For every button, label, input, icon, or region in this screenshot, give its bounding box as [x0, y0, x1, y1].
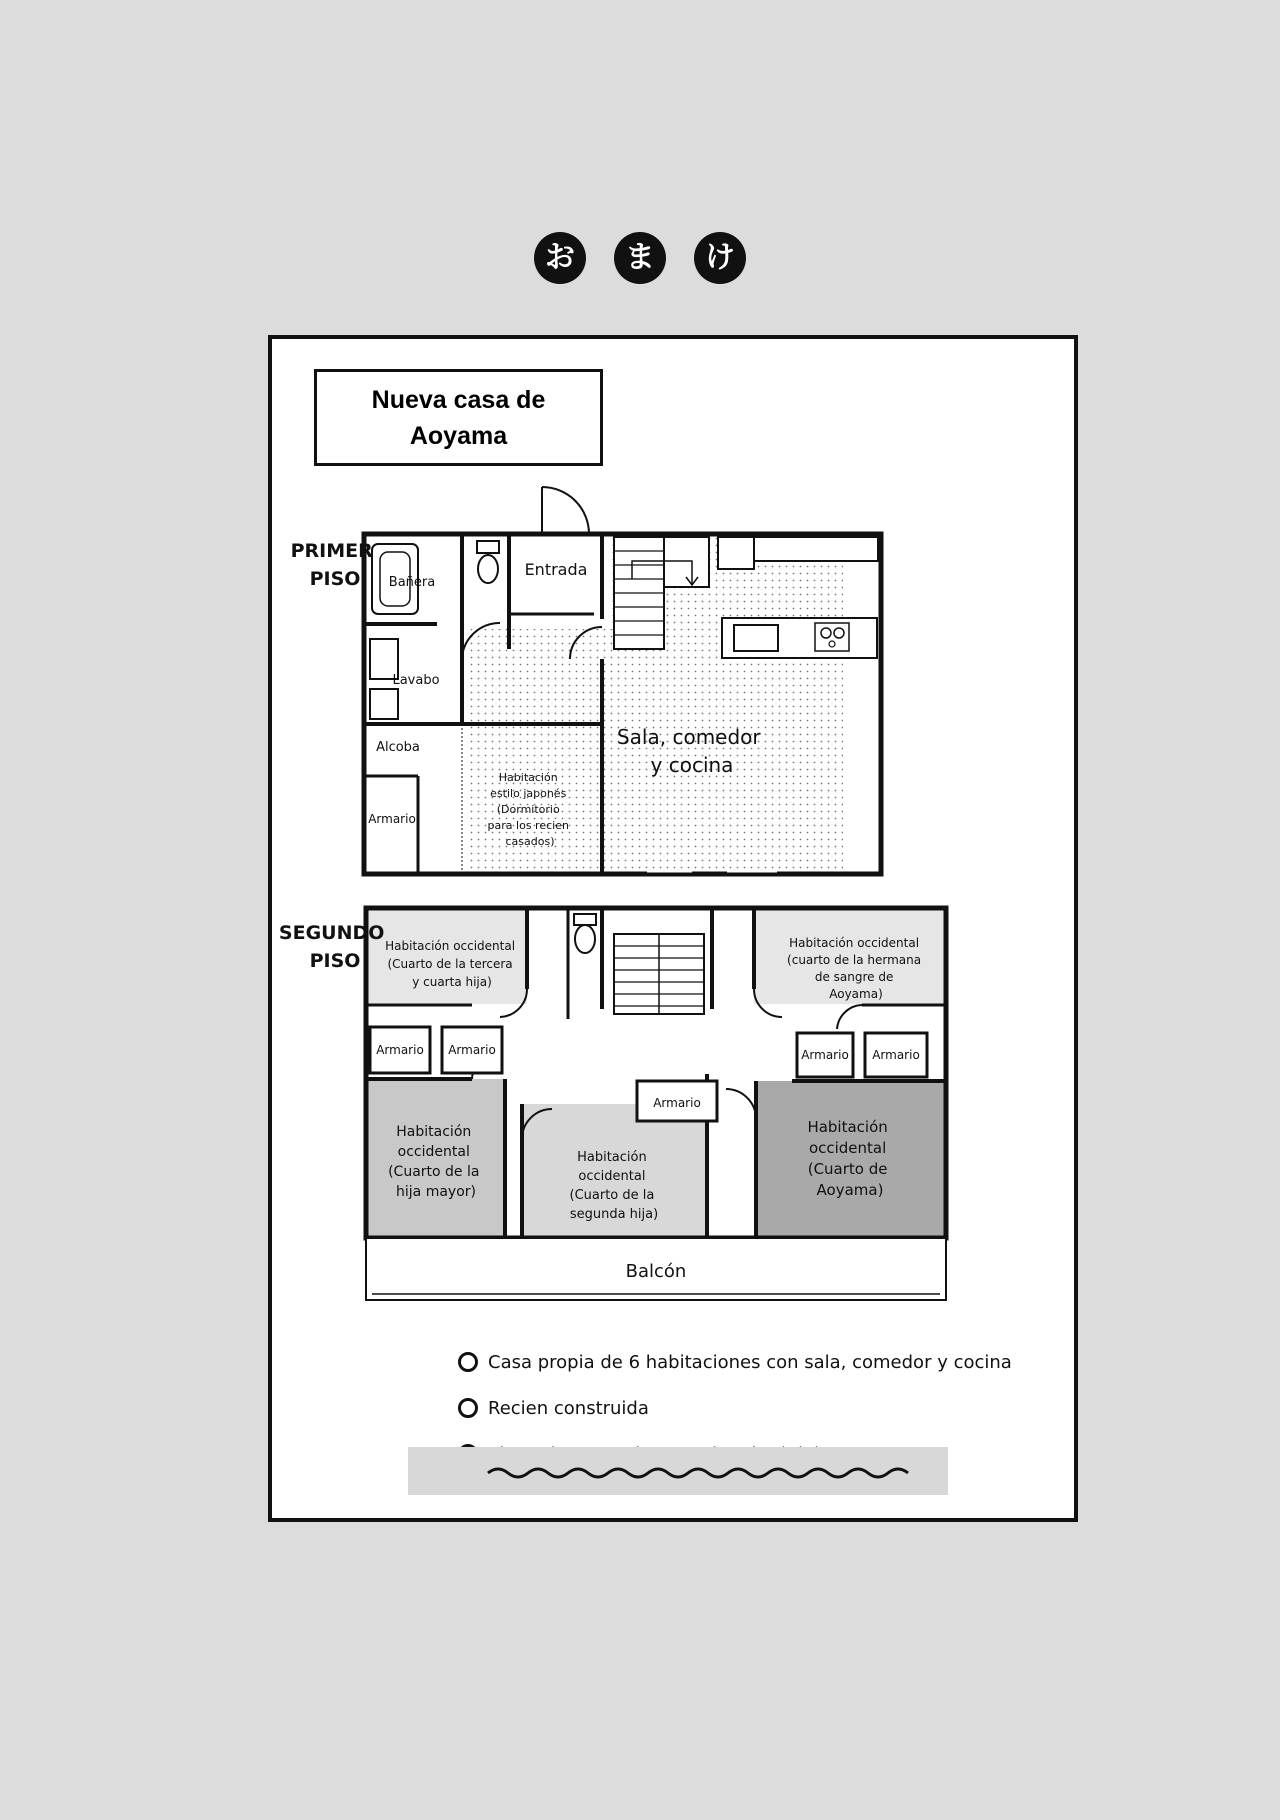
wavy-line-icon: [408, 1447, 948, 1495]
segunda-line2: occidental: [578, 1169, 646, 1184]
japones-line1: Habitación: [498, 771, 558, 784]
tercera-line2: (Cuarto de la tercera: [387, 957, 513, 971]
sala-line2: y cocina: [650, 753, 734, 777]
room-label-armario: Armario: [368, 812, 416, 826]
page-title: Nueva casa de Aoyama: [371, 385, 546, 450]
room-label-armario-2: Armario: [448, 1043, 496, 1057]
circle-bullet-icon: [458, 1398, 478, 1418]
toilet-bowl: [575, 925, 595, 953]
second-floor-stairs: [614, 934, 704, 1014]
room-label-armario-1: Armario: [376, 1043, 424, 1057]
mayor-line1: Habitación: [396, 1124, 472, 1140]
second-floor-label-line2: PISO: [309, 950, 361, 972]
toilet-bowl: [478, 555, 498, 583]
omake-header: [0, 232, 1280, 288]
omake-badge-ma: ま: [614, 232, 666, 284]
hermana-line1: Habitación occidental: [789, 936, 920, 950]
room-label-balcon: Balcón: [625, 1261, 687, 1282]
japones-line5: casados): [505, 835, 555, 848]
aoyama-line1: Habitación: [807, 1118, 888, 1136]
kitchen-sink: [734, 625, 778, 651]
toilet-tank: [477, 541, 499, 553]
room-label-alcoba: Alcoba: [376, 740, 420, 755]
second-floor: [279, 908, 946, 1300]
feature-text: Recien construida: [488, 1397, 649, 1419]
first-floor: [291, 487, 881, 874]
room-label-armario-5: Armario: [872, 1048, 920, 1062]
room-label-banera: Bañera: [388, 575, 436, 590]
washer-fixture: [370, 689, 398, 719]
japones-line4: para los recien: [487, 819, 569, 832]
mayor-line4: hija mayor): [396, 1184, 476, 1200]
sala-line1: Sala, comedor: [616, 725, 761, 749]
hermana-line2: (cuarto de la hermana: [787, 953, 922, 967]
list-item: [458, 1385, 1058, 1431]
kitchen-counter-back: [754, 537, 878, 561]
room-label-entrada: Entrada: [524, 560, 588, 579]
aoyama-line2: occidental: [808, 1139, 887, 1157]
segunda-line3: (Cuarto de la: [569, 1188, 655, 1203]
room-label-lavabo: Lavabo: [392, 673, 440, 688]
first-floor-label-line1: PRIMER: [290, 540, 373, 562]
segunda-line1: Habitación: [577, 1150, 647, 1165]
omake-badge-ke: け: [694, 232, 746, 284]
feature-text: Casa propia de 6 habitaciones con sala, comedor y cocina: [488, 1351, 1012, 1373]
floor-plan-sheet: [268, 335, 1078, 1522]
aoyama-line3: (Cuarto de: [807, 1160, 888, 1178]
entrance-door: [542, 487, 589, 534]
room-aoyama: [756, 1081, 944, 1237]
fridge-fixture: [718, 537, 754, 569]
room-label-armario-4: Armario: [801, 1048, 849, 1062]
mayor-line3: (Cuarto de la: [388, 1164, 480, 1180]
second-floor-label-line1: SEGUNDO: [278, 922, 385, 944]
hermana-line3: de sangre de: [814, 970, 894, 984]
toilet-tank: [574, 914, 596, 925]
japones-line3: (Dormitorio: [496, 803, 560, 816]
hermana-line4: Aoyama): [829, 987, 883, 1001]
japones-line2: estilo japonés: [490, 787, 567, 800]
omake-badge-o: お: [534, 232, 586, 284]
door-arc: [726, 1089, 756, 1119]
list-item: [458, 1339, 1058, 1385]
first-floor-label-line2: PISO: [309, 568, 361, 590]
circle-bullet-icon: [458, 1352, 478, 1372]
tercera-line3: y cuarta hija): [412, 975, 492, 989]
room-label-armario-3: Armario: [653, 1096, 701, 1110]
door-arc: [837, 1005, 862, 1029]
tercera-line1: Habitación occidental: [385, 939, 516, 953]
segunda-line4: segunda hija): [569, 1207, 659, 1222]
mayor-line2: occidental: [397, 1144, 470, 1160]
aoyama-line4: Aoyama): [816, 1181, 884, 1199]
redacted-note: [408, 1447, 948, 1495]
